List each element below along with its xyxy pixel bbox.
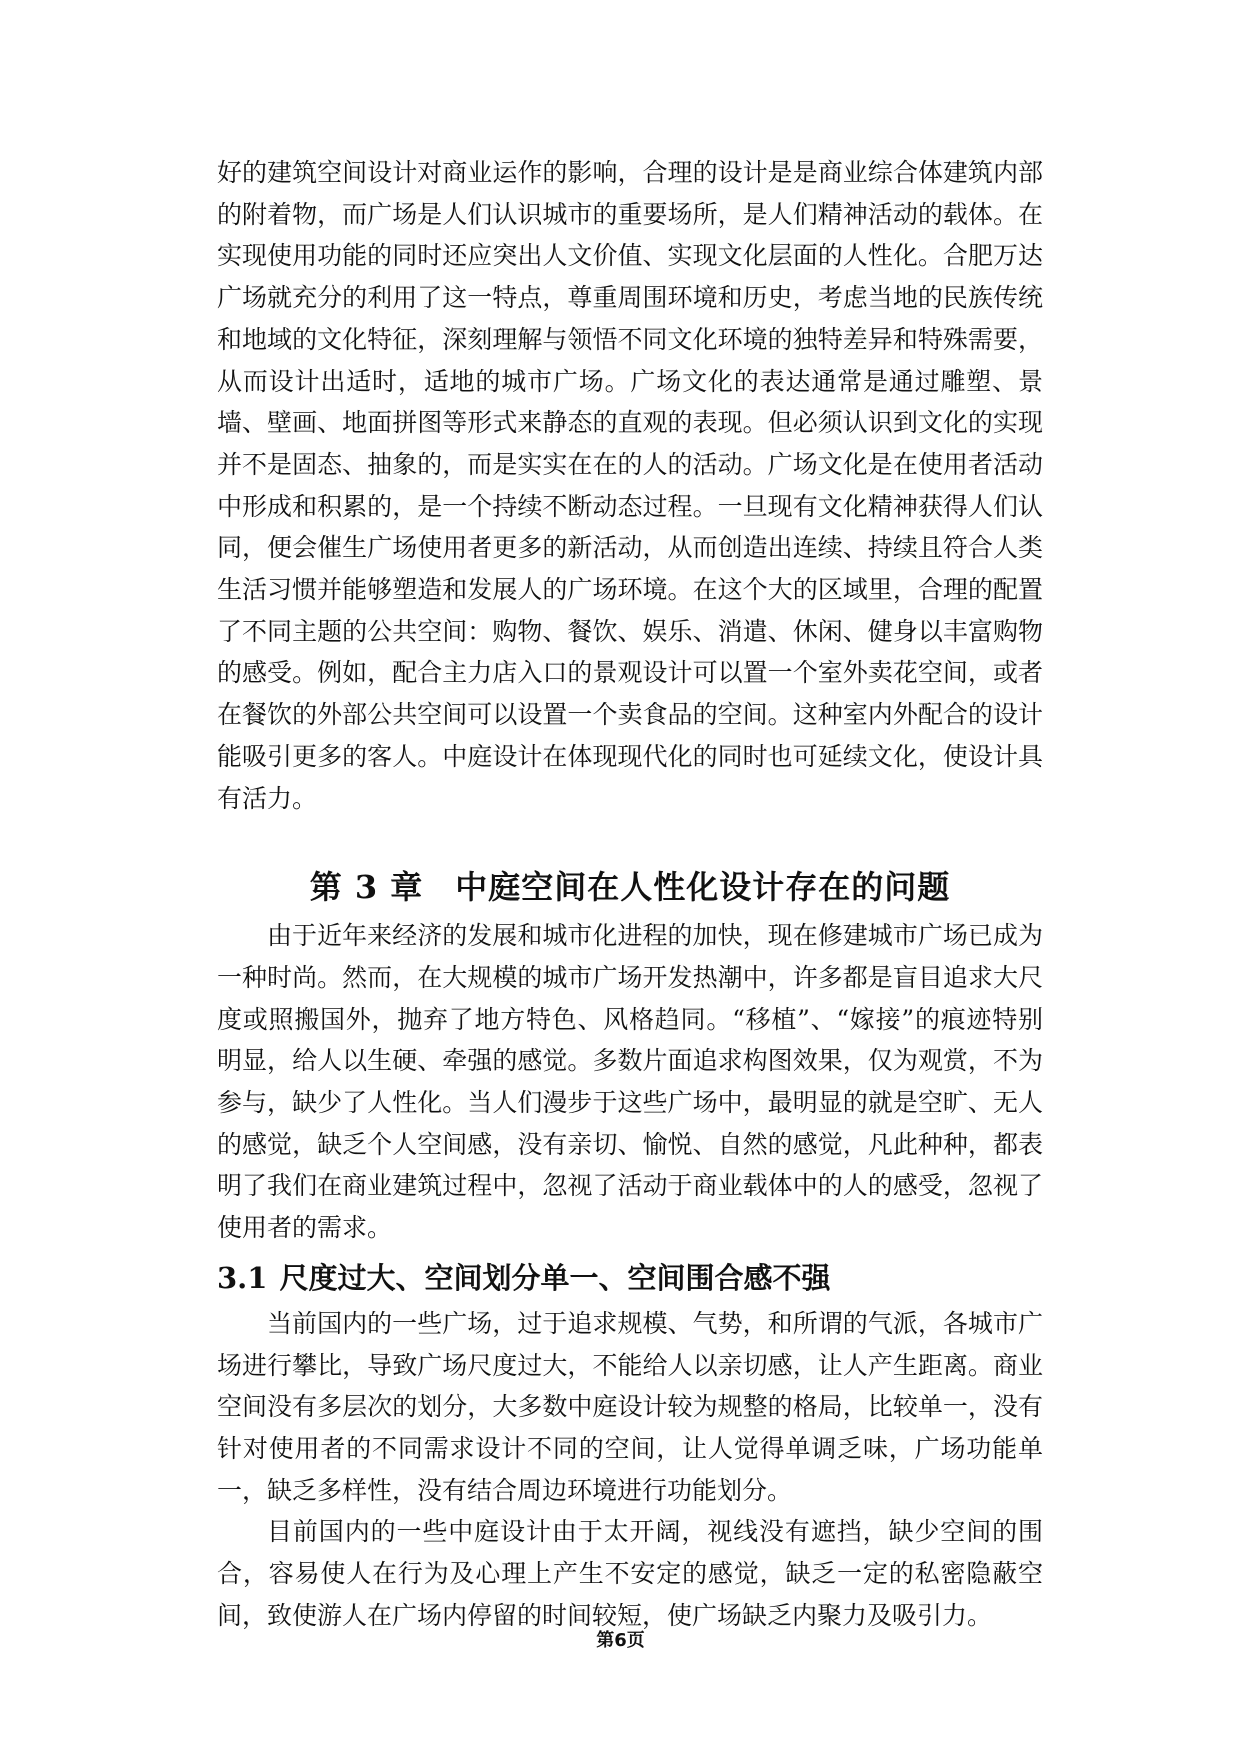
section-number: 3.1 bbox=[217, 1260, 268, 1295]
chapter-title: 中庭空间在人性化设计存在的问题 bbox=[455, 868, 951, 907]
paragraph-section-1: 当前国内的一些广场，过于追求规模、气势，和所谓的气派，各城市广场进行攀比，导致广场尺度过大，不能给人以亲切感，让人产生距离。商业空间没有多层次的划分，大多数中庭设计较为规整的格局，比较单一，没有针对使用者的不同需求设计不同的空间，让人觉得单调乏味，广场功能单一，缺乏多样性，没有结合周边环境进行功能划分。 bbox=[217, 1308, 1043, 1505]
chapter-heading bbox=[217, 859, 1043, 915]
paragraph-section-2: 目前国内的一些中庭设计由于太开阔，视线没有遮挡，缺少空间的围合，容易使人在行为及心理上产生不安定的感觉，缺乏一定的私密隐蔽空间，致使游人在广场内停留的时间较短，使广场缺乏内聚力及吸引力。 bbox=[217, 1517, 1043, 1630]
section-heading bbox=[217, 1253, 1043, 1303]
paragraph-continued: 好的建筑空间设计对商业运作的影响，合理的设计是是商业综合体建筑内部的附着物，而广场是人们认识城市的重要场所，是人们精神活动的载体。在实现使用功能的同时还应突出人文价值、实现文化层面的人性化。合肥万达广场就充分的利用了这一特点，尊重周围环境和历史，考虑当地的民族传统和地域的文化特征，深刻理解与领悟不同文化环境的独特差异和特殊需要，从而设计出适时，适地的城市广场。广场文化的表达通常是通过雕塑、景墙、壁画、地面拼图等形式来静态的直观的表现。但必须认识到文化的实现并不是固态、抽象的，而是实实在在的人的活动。广场文化是在使用者活动中形成和积累的，是一个持续不断动态过程。一旦现有文化精神获得人们认同，便会催生广场使用者更多的新活动，从而创造出连续、持续且符合人类生活习惯并能够塑造和发展人的广场环境。在这个大的区域里，合理的配置了不同主题的公共空间：购物、餐饮、娱乐、消遣、休闲、健身以丰富购物的感受。例如，配合主力店入口的景观设计可以置一个室外卖花空间，或者在餐饮的外部公共空间可以设置一个卖食品的空间。这种室内外配合的设计能吸引更多的客人。中庭设计在体现现代化的同时也可延续文化，使设计具有活力。 bbox=[217, 158, 1043, 813]
chapter-number: 第 3 章 bbox=[309, 868, 424, 907]
paragraph-chapter-intro: 由于近年来经济的发展和城市化进程的加快，现在修建城市广场已成为一种时尚。然而，在大规模的城市广场开发热潮中，许多都是盲目追求大尺度或照搬国外，抛弃了地方特色、风格趋同。“移植”、“嫁接”的痕迹特别明显，给人以生硬、牵强的感觉。多数片面追求构图效果，仅为观赏，不为参与，缺少了人性化。当人们漫步于这些广场中，最明显的就是空旷、无人的感觉，缺乏个人空间感，没有亲切、愉悦、自然的感觉，凡此种种，都表明了我们在商业建筑过程中，忽视了活动于商业载体中的人的感受，忽视了使用者的需求。 bbox=[217, 921, 1043, 1243]
section-title: 尺度过大、空间划分单一、空间围合感不强 bbox=[279, 1260, 831, 1295]
page-number-footer: 第6页 bbox=[596, 1630, 645, 1651]
page-content bbox=[217, 152, 1043, 1637]
